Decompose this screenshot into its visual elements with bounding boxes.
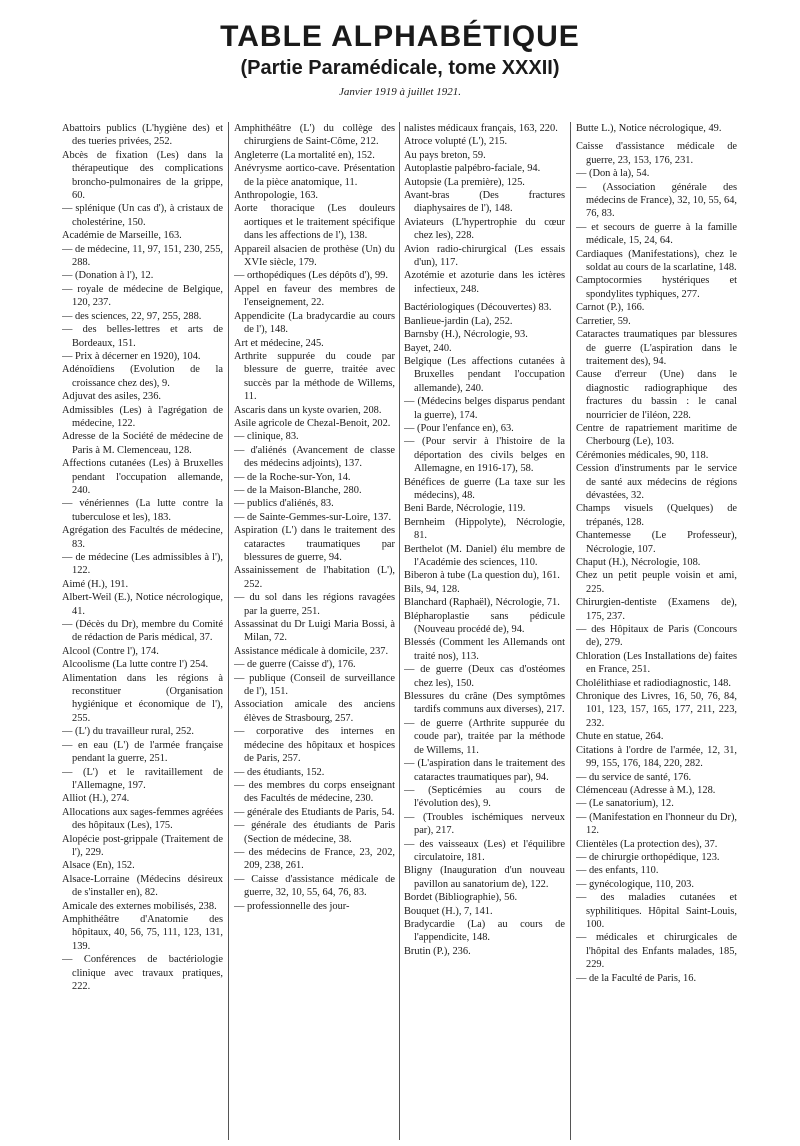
index-entry: Assassinat du Dr Luigi Maria Bossi, à Milan, 72. xyxy=(234,619,395,644)
index-entry: Atroce volupté (L'), 215. xyxy=(404,136,508,148)
index-entry: — Caisse d'assistance médicale de guerre, 32, 10, 55, 64, 76, 83. xyxy=(234,873,395,899)
index-entry: — (Donation à l'), 12. xyxy=(62,270,154,282)
index-entry: Bordet (Bibliographie), 56. xyxy=(404,892,518,904)
index-entry: Assistance médicale à domicile, 237. xyxy=(234,645,389,657)
index-entry: Azotémie et azoturie dans les ictères infectieux, 248. xyxy=(404,270,565,295)
index-entry: — gynécologique, 110, 203. xyxy=(576,878,694,890)
index-entry: Barnsby (H.), Nécrologie, 93. xyxy=(404,329,528,341)
index-entry: Bradycardie (La) au cours de l'appendicite, 148. xyxy=(404,918,565,944)
index-entry: Butte L.), Notice nécrologique, 49. xyxy=(576,123,722,134)
index-entry: Berthelot (M. Daniel) élu membre de l'Académie des sciences, 110. xyxy=(404,543,565,568)
index-entry: Alliot (H.), 274. xyxy=(62,793,130,805)
index-entry: — (Association générale des médecins de France), 32, 10, 55, 64, 76, 83. xyxy=(576,181,737,220)
index-entry: — des Hôpitaux de Paris (Concours de), 279. xyxy=(576,624,737,649)
index-entry: Alsace-Lorraine (Médecins désireux de s'installer en), 82. xyxy=(62,873,223,899)
index-entry: — Conférences de bactériologie clinique avec travaux pratiques, 222. xyxy=(62,954,223,992)
index-entry: Art et médecine, 245. xyxy=(234,337,324,349)
index-entry: — (Septicémies au cours de l'évolution des), 9. xyxy=(404,784,565,810)
index-entry: — (Don à la), 54. xyxy=(576,168,650,180)
page-header xyxy=(0,20,800,98)
index-entry: Blessés (Comment les Allemands ont traité nos), 113. xyxy=(404,637,565,662)
index-column-1 xyxy=(62,122,223,1140)
page-subtitle: (Partie Paramédicale, tome XXXII) xyxy=(240,57,560,79)
index-entry: Arthrite suppurée du coude par blessure de guerre, traitée avec succès par la méthode de Willems, 11. xyxy=(234,350,395,403)
index-entry: Bayet, 240. xyxy=(404,342,452,354)
index-entry: — d'aliénés (Avancement de classe des médecins adjoints), 137. xyxy=(234,444,395,470)
index-entry: — (Médecins belges disparus pendant la guerre), 174. xyxy=(404,396,565,421)
index-entry: Appareil alsacien de prothèse (Un) du XVIe siècle, 179. xyxy=(234,243,395,269)
index-entry: Adjuvat des asiles, 236. xyxy=(62,391,161,403)
index-column-3 xyxy=(404,122,565,1140)
index-entry: Chronique des Livres, 16, 50, 76, 84, 101, 123, 157, 165, 177, 211, 223, 232. xyxy=(576,691,737,729)
index-column-2 xyxy=(234,122,395,1140)
index-entry: — publics d'aliénés, 83. xyxy=(234,498,334,510)
index-entry: Anthropologie, 163. xyxy=(234,190,318,202)
index-entry: — de chirurgie orthopédique, 123. xyxy=(576,851,720,863)
index-entry: nalistes médicaux français, 163, 220. xyxy=(404,123,558,134)
index-entry: Bactériologiques (Découvertes) 83. xyxy=(404,302,552,314)
index-entry: — générale des étudiants de Paris (Section de médecine, 38. xyxy=(234,820,395,845)
index-entry: — de guerre (Deux cas d'ostéomes chez les), 150. xyxy=(404,664,565,689)
index-entry: Bénéfices de guerre (La taxe sur les médecins), 48. xyxy=(404,476,565,501)
index-entry: — des vaisseaux (Les) et l'équilibre circulatoire, 181. xyxy=(404,838,565,863)
index-entry: — royale de médecine de Belgique, 120, 237. xyxy=(62,283,223,309)
index-column-4 xyxy=(576,122,737,1140)
index-entry: — (Le sanatorium), 12. xyxy=(576,798,674,810)
index-entry: Avion radio-chirurgical (Les essais d'un), 117. xyxy=(404,243,565,269)
index-entry: — de Sainte-Gemmes-sur-Loire, 137. xyxy=(234,511,392,523)
index-entry: — des enfants, 110. xyxy=(576,865,659,877)
index-entry: Chirurgien-dentiste (Examens de), 175, 237. xyxy=(576,597,737,622)
index-entry: Bernheim (Hippolyte), Nécrologie, 81. xyxy=(404,516,565,542)
index-entry: Citations à l'ordre de l'armée, 12, 31, 99, 155, 176, 184, 220, 282. xyxy=(576,744,737,770)
index-entry: Belgique (Les affections cutanées à Bruxelles pendant l'occupation allemande), 240. xyxy=(404,355,565,394)
index-entry: Association amicale des anciens élèves de Strasbourg, 257. xyxy=(234,699,395,724)
index-entry: Angleterre (La mortalité en), 152. xyxy=(234,149,375,161)
index-entry: — (Décès du Dr), membre du Comité de rédaction de Paris médical, 37. xyxy=(62,619,223,644)
index-entry: — en eau (L') de l'armée française pendant la guerre, 251. xyxy=(62,739,223,765)
index-entry: Agrégation des Facultés de médecine, 83. xyxy=(62,525,223,550)
index-entry: Alcool (Contre l'), 174. xyxy=(62,645,159,657)
index-entry: Champs visuels (Quelques) de trépanés, 128. xyxy=(576,503,737,528)
index-entry: Bouquet (H.), 7, 141. xyxy=(404,905,493,917)
index-columns xyxy=(62,122,762,1140)
index-entry: Cataractes traumatiques par blessures de guerre (L'aspiration dans le traitement des), 94. xyxy=(576,329,737,367)
index-entry: Autoplastie palpébro-faciale, 94. xyxy=(404,163,541,175)
index-entry: — (L'aspiration dans le traitement des cataractes traumatiques par), 94. xyxy=(404,758,565,783)
index-entry: Beni Barde, Nécrologie, 119. xyxy=(404,503,526,515)
index-entry: Assainissement de l'habitation (L'), 252. xyxy=(234,565,395,590)
index-entry: — (L') et le ravitaillement de l'Allemagne, 197. xyxy=(62,766,223,791)
index-entry: — (Pour l'enfance en), 63. xyxy=(404,422,514,434)
index-entry: Amphithéâtre (L') du collège des chirurgiens de Saint-Côme, 212. xyxy=(234,123,395,148)
index-entry: Biberon à tube (La question du), 161. xyxy=(404,570,560,582)
index-entry: — professionnelle des jour- xyxy=(234,900,350,912)
index-entry: — des maladies cutanées et syphilitiques. Hôpital Saint-Louis, 100. xyxy=(576,892,737,930)
index-entry: Appendicite (La bradycardie au cours de l'), 148. xyxy=(234,310,395,336)
index-entry: — médicales et chirurgicales de l'hôpital des Enfants malades, 185, 229. xyxy=(576,932,737,971)
index-entry: Académie de Marseille, 163. xyxy=(62,230,182,242)
index-entry: Clémenceau (Adresse à M.), 128. xyxy=(576,784,716,796)
index-entry: — orthopédiques (Les dépôts d'), 99. xyxy=(234,270,388,282)
index-entry: — (Manifestation en l'honneur du Dr), 12. xyxy=(576,811,737,837)
index-entry: Chute en statue, 264. xyxy=(576,731,664,743)
index-entry: Bils, 94, 128. xyxy=(404,583,460,595)
index-entry: Asile agricole de Chezal-Benoit, 202. xyxy=(234,417,391,429)
index-entry: — des étudiants, 152. xyxy=(234,766,325,778)
index-entry: — de guerre (Caisse d'), 176. xyxy=(234,659,356,671)
index-entry: — Prix à décerner en 1920), 104. xyxy=(62,350,201,362)
index-entry: Chantemesse (Le Professeur), Nécrologie, 107. xyxy=(576,530,737,555)
index-entry: — de la Faculté de Paris, 16. xyxy=(576,972,697,984)
index-entry: — splénique (Un cas d'), à cristaux de cholestérine, 150. xyxy=(62,203,223,228)
index-entry: — des belles-lettres et arts de Bordeaux, 151. xyxy=(62,324,223,349)
index-entry: — de médecine, 11, 97, 151, 230, 255, 288. xyxy=(62,243,223,269)
index-entry: Allocations aux sages-femmes agréées des hôpitaux (Les), 175. xyxy=(62,806,223,832)
index-entry: Chaput (H.), Nécrologie, 108. xyxy=(576,557,701,568)
index-entry: — vénériennes (La lutte contre la tuberculose et les), 183. xyxy=(62,498,223,523)
index-entry: Alimentation dans les régions à reconstituer (Organisation hygiénique et économique de l'), 255. xyxy=(62,672,223,724)
index-entry: Avant-bras (Des fractures diaphysaires de l'), 148. xyxy=(404,190,565,215)
index-entry: Aorte thoracique (Les douleurs aortiques et le traitement spécifique dans les affections de l'), 138. xyxy=(234,203,395,242)
index-entry: Abattoirs publics (L'hygiène des) et des tueries privées, 252. xyxy=(62,123,223,148)
index-entry: Ascaris dans un kyste ovarien, 208. xyxy=(234,404,382,416)
index-entry: Cérémonies médicales, 90, 118. xyxy=(576,449,709,461)
index-entry: — du sol dans les régions ravagées par la guerre, 251. xyxy=(234,592,395,617)
index-entry: — des membres du corps enseignant des Facultés de médecine, 230. xyxy=(234,779,395,805)
index-entry: Banlieue-jardin (La), 252. xyxy=(404,315,513,327)
index-entry: — de la Roche-sur-Yon, 14. xyxy=(234,471,351,483)
index-entry: Cardiaques (Manifestations), chez le soldat au cours de la scarlatine, 148. xyxy=(576,248,737,274)
index-entry: Au pays breton, 59. xyxy=(404,149,486,161)
index-entry: Adénoïdiens (Evolution de la croissance chez des), 9. xyxy=(62,364,223,389)
index-entry: — corporative des internes en médecine des hôpitaux et hospices de Paris, 257. xyxy=(234,726,395,765)
column-divider xyxy=(570,122,571,1140)
index-entry: — de la Maison-Blanche, 280. xyxy=(234,484,362,496)
index-entry: Albert-Weil (E.), Notice nécrologique, 41. xyxy=(62,592,223,617)
index-entry: Cause d'erreur (Une) dans le diagnostic radiographique des fractures du bassin : le canal nourricier de l'iléon, 228. xyxy=(576,369,737,421)
index-entry: Aimé (H.), 191. xyxy=(62,578,129,590)
index-entry: Aviateurs (L'hypertrophie du cœur chez les), 228. xyxy=(404,216,565,242)
index-entry: Amicale des externes mobilisés, 238. xyxy=(62,900,217,912)
index-entry: Alcoolisme (La lutte contre l') 254. xyxy=(62,659,209,671)
index-entry: — du service de santé, 176. xyxy=(576,771,692,783)
index-entry: Carretier, 59. xyxy=(576,315,631,327)
index-entry: — des médecins de France, 23, 202, 209, 238, 261. xyxy=(234,846,395,872)
index-entry: Admissibles (Les) à l'agrégation de médecine, 122. xyxy=(62,404,223,429)
index-entry: Brutin (P.), 236. xyxy=(404,945,471,957)
index-entry: Appel en faveur des membres de l'enseignement, 22. xyxy=(234,283,395,309)
index-entry: Camptocormies hystériques et spondylites typhiques, 277. xyxy=(576,275,737,300)
index-entry: Amphithéâtre d'Anatomie des hôpitaux, 40, 56, 75, 111, 123, 131, 139. xyxy=(62,913,223,952)
index-entry: Alsace (En), 152. xyxy=(62,860,135,872)
index-entry: Clientèles (La protection des), 37. xyxy=(576,838,718,850)
page-title: TABLE ALPHABÉTIQUE xyxy=(220,20,580,53)
index-entry: Affections cutanées (Les) à Bruxelles pendant l'occupation allemande, 240. xyxy=(62,458,223,496)
index-entry: — (Troubles ischémiques nerveux par), 217. xyxy=(404,811,565,837)
index-entry: — publique (Conseil de surveillance de l'), 151. xyxy=(234,672,395,698)
index-entry: Adresse de la Société de médecine de Paris à M. Clemenceau, 128. xyxy=(62,431,223,456)
index-entry: Aspiration (L') dans le traitement des cataractes traumatiques par blessures de guerre, 94. xyxy=(234,525,395,563)
index-entry: — (L') du travailleur rural, 252. xyxy=(62,726,194,738)
index-entry: Caisse d'assistance médicale de guerre, 23, 153, 176, 231. xyxy=(576,141,737,166)
index-entry: — (Pour servir à l'histoire de la déportation des civils belges en Allemagne, en 1916-17), 58. xyxy=(404,436,565,475)
index-entry: Centre de rapatriement maritime de Cherbourg (Le), 103. xyxy=(576,422,737,448)
index-entry: — de guerre (Arthrite suppurée du coude par), traitée par la méthode de Willems, 11. xyxy=(404,717,565,756)
index-entry: Blessures du crâne (Des symptômes tardifs communs aux diverses), 217. xyxy=(404,691,565,716)
index-entry: — générale des Etudiants de Paris, 54. xyxy=(234,806,395,818)
index-entry: — clinique, 83. xyxy=(234,431,299,443)
index-entry: — de médecine (Les admissibles à l'), 122. xyxy=(62,552,223,577)
index-entry: Carnot (P.), 166. xyxy=(576,302,645,314)
index-entry: Bligny (Inauguration d'un nouveau pavillon au sanatorium de), 122. xyxy=(404,865,565,890)
index-entry: Anévrysme aortico-cave. Présentation de la pièce anatomique, 11. xyxy=(234,163,395,188)
column-divider xyxy=(228,122,229,1140)
index-entry: Abcès de fixation (Les) dans la thérapeutique des complications broncho-pulmonaires de la grippe, 60. xyxy=(62,149,223,202)
index-entry: Blépharoplastie sans pédicule (Nouveau procédé de), 94. xyxy=(404,610,565,636)
index-entry: Blanchard (Raphaël), Nécrologie, 71. xyxy=(404,597,560,609)
index-entry: — des sciences, 22, 97, 255, 288. xyxy=(62,310,202,322)
index-entry: Cession d'instruments par le service de santé aux médecins de régions dévastées, 32. xyxy=(576,463,737,501)
index-entry: Chloration (Les Installations de) faites en France, 251. xyxy=(576,650,737,676)
column-divider xyxy=(399,122,400,1140)
index-entry: Chez un petit peuple voisin et ami, 225. xyxy=(576,570,737,595)
index-entry: Cholélithiase et radiodiagnostic, 148. xyxy=(576,677,731,689)
index-entry: Autopsie (La première), 125. xyxy=(404,176,525,188)
index-entry: Alopécie post-grippale (Traitement de l'), 229. xyxy=(62,833,223,858)
index-entry: — et secours de guerre à la famille médicale, 15, 24, 64. xyxy=(576,221,737,247)
date-range: Janvier 1919 à juillet 1921. xyxy=(339,86,461,98)
